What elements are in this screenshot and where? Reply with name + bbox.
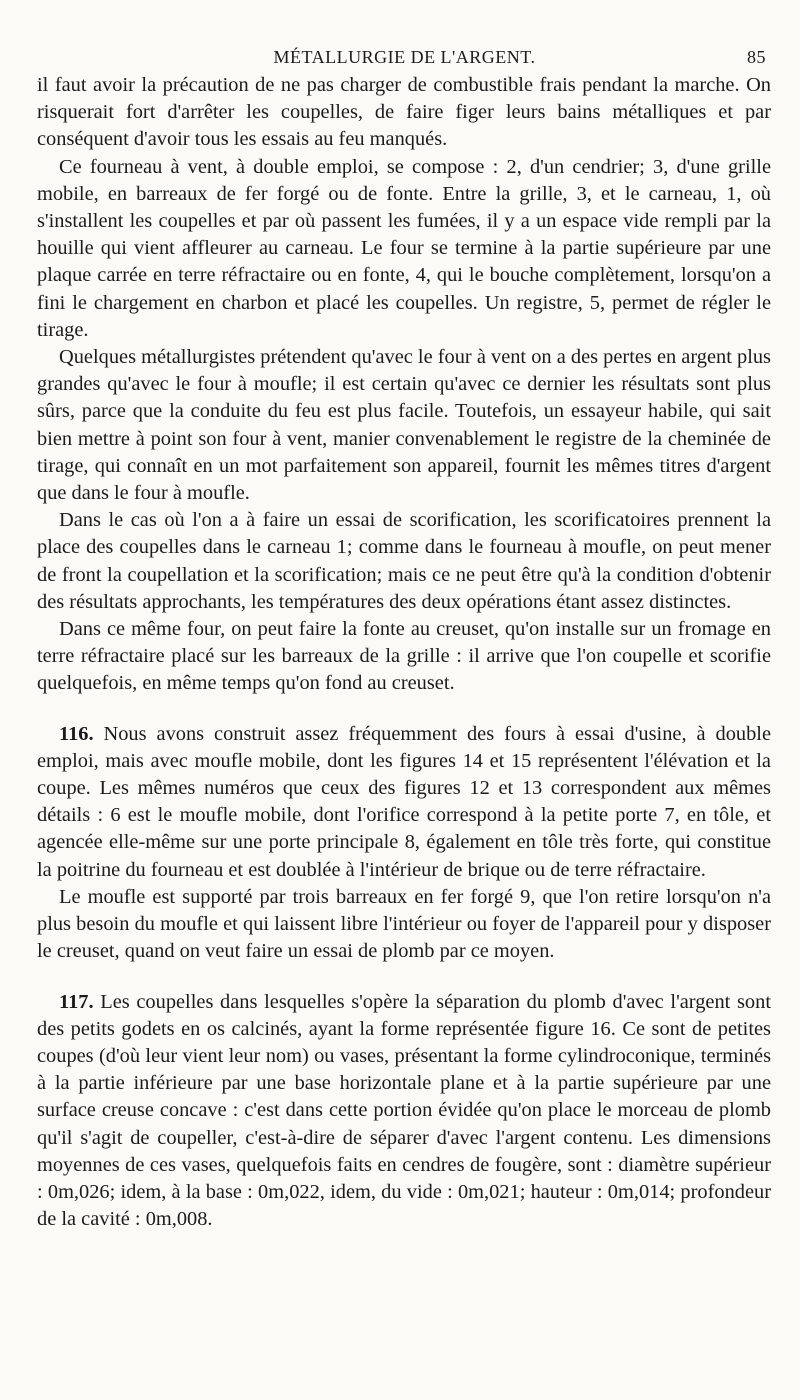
numbered-paragraph: [37, 989, 771, 1234]
paragraph: Ce fourneau à vent, à double emploi, se compose : 2, d'un cendrier; 3, d'une grille mobile, en barreaux de fer forgé ou de fonte. Entre la grille, 3, et le carneau, 1, où s'installent les coupelles et par où passent les fumées, il y a un espace vide rempli par la houille qui vient affleurer au carneau. Le four se termine à la partie supérieure par une plaque carrée en terre réfractaire ou en fonte, 4, qui le bouche complètement, lorsqu'on a fini le chargement en charbon et placé les coupelles. Un registre, 5, permet de régler le tirage.: [37, 155, 771, 341]
page-body: [37, 72, 771, 1233]
running-title: MÉTALLURGIE DE L'ARGENT.: [273, 46, 536, 67]
paragraph-text: Les coupelles dans lesquelles s'opère la séparation du plomb d'avec l'argent sont des petits godets en os calcinés, ayant la forme représentée figure 16. Ce sont de petites coupes (d'où leur vient leur nom) ou vases, présentant la forme cylindroconique, terminés à la partie inférieure par une base horizontale plane et à la partie supérieure par une surface creuse concave : c'est dans cette portion évidée qu'on place le morceau de plomb qu'il s'agit de coupeller, c'est-à-dire de séparer d'avec l'argent contenu. Les dimensions moyennes de ces vases, quelquefois faits en cendres de fougère, sont : diamètre supérieur : 0m,026; idem, à la base : 0m,022, idem, du vide : 0m,021; hauteur : 0m,014; profondeur de la cavité : 0m,008.: [37, 990, 771, 1231]
paragraph-text: Nous avons construit assez fréquemment des fours à essai d'usine, à double emploi, mais avec moufle mobile, dont les figures 14 et 15 représentent l'élévation et la coupe. Les mêmes numéros que ceux des figures 12 et 13 correspondent aux mêmes détails : 6 est le moufle mobile, dont l'orifice correspond à la petite porte 7, en tôle, et agencée elle-même sur une porte principale 8, également en tôle très forte, qui constitue la poitrine du fourneau et est doublée à l'intérieur de brique ou de terre réfractaire.: [37, 722, 771, 881]
numbered-paragraph: [37, 721, 771, 884]
paragraph: il faut avoir la précaution de ne pas charger de combustible frais pendant la marche. On risquerait fort d'arrêter les coupelles, de faire figer leurs bains métalliques et par conséquent d'avoir tous les essais au feu manqués.: [37, 74, 771, 151]
page-header: [37, 44, 772, 70]
paragraph: Dans ce même four, on peut faire la fonte au creuset, qu'on installe sur un fromage en terre réfractaire placé sur les barreaux de la grille : il arrive que l'on coupelle et scorifie quelquefois, en même temps qu'on fond au creuset.: [37, 618, 771, 695]
paragraph: Le moufle est supporté par trois barreaux en fer forgé 9, que l'on retire lorsqu'on n'a plus besoin du moufle et qui laissent libre l'intérieur ou foyer de l'appareil pour y disposer le creuset, quand on veut faire un essai de plomb par ce moyen.: [37, 885, 771, 963]
paragraph-number: 117.: [59, 990, 94, 1013]
paragraph: Dans le cas où l'on a à faire un essai de scorification, les scorificatoires prennent la place des coupelles dans le carneau 1; comme dans le fourneau à moufle, on peut mener de front la coupellation et la scorification; mais ce ne peut être qu'à la condition d'obtenir des résultats approchants, les températures des deux opérations étant assez distinctes.: [37, 509, 771, 613]
paragraph: Quelques métallurgistes prétendent qu'avec le four à vent on a des pertes en argent plus grandes qu'avec le four à moufle; il est certain qu'avec ce dernier les résultats sont plus sûrs, parce que la conduite du feu est plus facile. Toutefois, un essayeur habile, qui sait bien mettre à point son four à vent, manier convenablement le registre de la cheminée de tirage, qui connaît en un mot parfaitement son appareil, fournit les mêmes titres d'argent que dans le four à moufle.: [37, 346, 771, 505]
page-number: 85: [747, 46, 766, 67]
paragraph-number: 116.: [59, 722, 94, 745]
